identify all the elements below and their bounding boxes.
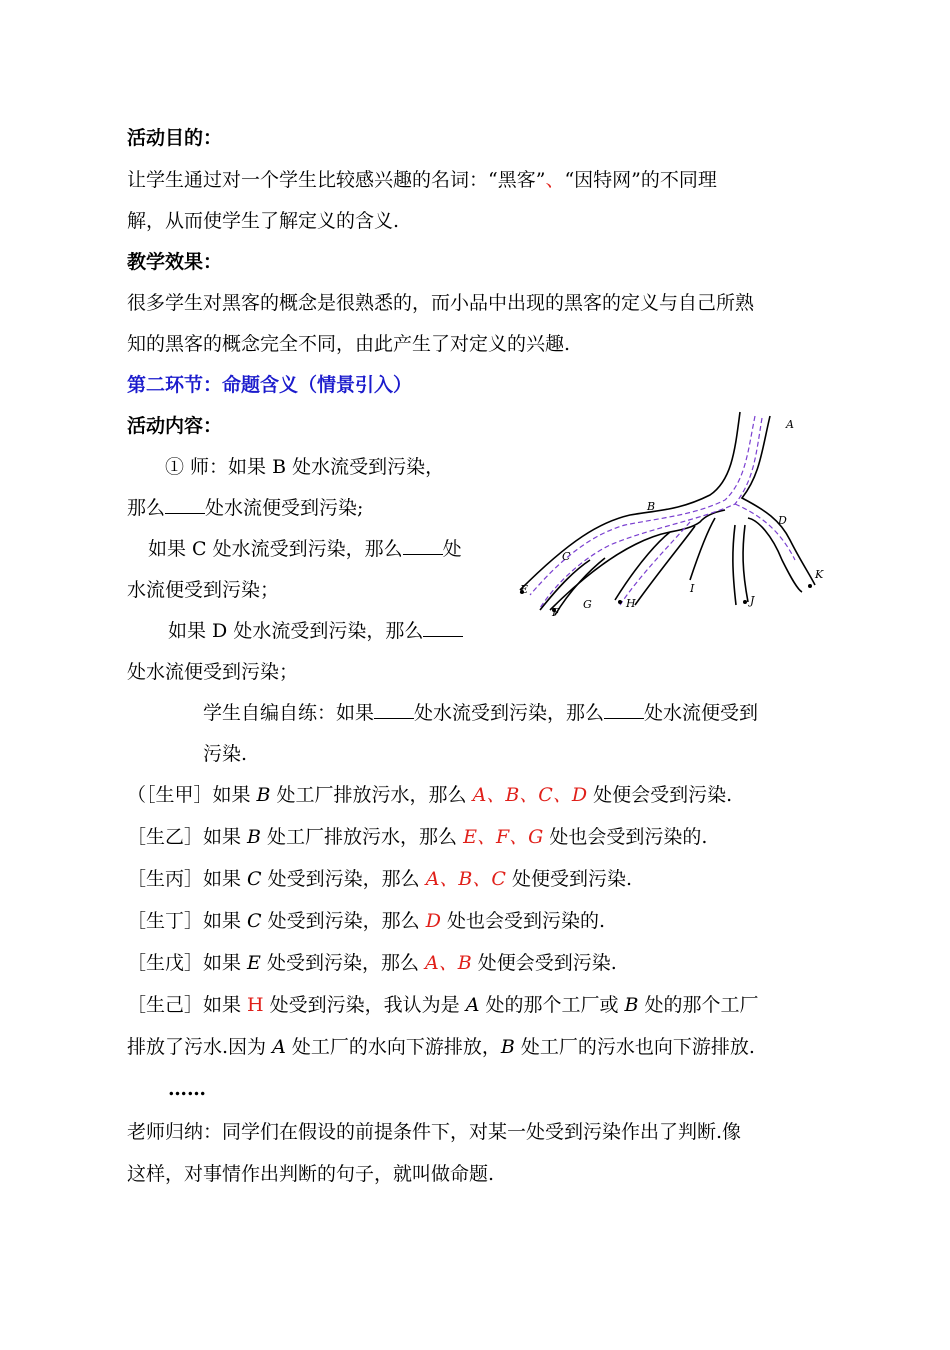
label-f: F: [552, 606, 560, 619]
answer-point: B: [256, 784, 271, 806]
answer-point: C: [247, 868, 262, 890]
q3-pre: 如果 D 处水流受到污染，那么: [168, 620, 424, 642]
answer-suffix: 处便会受到污染.: [471, 952, 617, 974]
diagram-labels: [519, 418, 824, 619]
answer-blank: [374, 700, 414, 719]
answer-highlight: A、B: [425, 952, 472, 974]
question-3-line-1: [168, 617, 463, 645]
q1-post: 处水流便受到污染;: [205, 497, 364, 519]
purpose-text-b: “因特网”的不同理: [564, 169, 717, 191]
answer-point: A: [465, 994, 480, 1016]
answer-point: B: [624, 994, 639, 1016]
answer-text: 处工厂的水向下游排放，: [285, 1036, 501, 1058]
answer-prefix: （［生甲］如果: [127, 784, 257, 806]
self-post: 处水流便受到: [644, 702, 759, 724]
label-e: E: [520, 583, 529, 596]
student-answer: [127, 823, 707, 851]
ellipsis: ……: [168, 1078, 206, 1100]
self-mid: 处水流受到污染，那么: [414, 702, 605, 724]
answer-prefix: ［生乙］如果: [127, 826, 248, 848]
student-answer: [127, 865, 632, 893]
q2-pre: 如果 C 处水流受到污染，那么: [148, 538, 403, 560]
answer-blank: [423, 618, 463, 637]
answer-middle: 处受到污染，那么: [260, 952, 426, 974]
answer-point: A: [272, 1036, 286, 1058]
river-banks: [520, 412, 815, 615]
answer-highlight: D: [425, 910, 441, 932]
label-h: H: [626, 597, 636, 610]
summary-line-1: 老师归纳：同学们在假设的前提条件下，对某一处受到污染作出了判断.像: [127, 1121, 742, 1143]
answer-text: 处受到污染，我认为是: [263, 994, 466, 1016]
purpose-separator: 、: [545, 169, 565, 191]
effect-heading: 教学效果：: [127, 251, 223, 273]
answer-middle: 处工厂排放污水，那么: [261, 826, 464, 848]
label-g: G: [583, 598, 592, 611]
answer-point: B: [500, 1036, 515, 1058]
student-answer: [127, 949, 617, 977]
purpose-text-a: 让学生通过对一个学生比较感兴趣的名词：“黑客”: [127, 169, 546, 191]
self-practice-line-2: 污染.: [203, 743, 248, 765]
answer-prefix: ［生丙］如果: [127, 868, 248, 890]
effect-line-2: 知的黑客的概念完全不同，由此产生了对定义的兴趣.: [127, 333, 571, 355]
section-title: 第二环节：命题含义（情景引入）: [127, 374, 413, 396]
label-i: I: [690, 582, 695, 595]
purpose-heading: 活动目的：: [127, 127, 223, 149]
question-1-line-1: ① 师：如果 B 处水流受到污染，: [165, 456, 445, 478]
answer-blank: [604, 700, 644, 719]
answer-point: C: [247, 910, 262, 932]
answer-text: 排放了污水.因为: [127, 1036, 273, 1058]
answer-suffix: 处便会受到污染.: [587, 784, 733, 806]
answer-suffix: 处便受到污染.: [505, 868, 633, 890]
diagram-points: [520, 584, 812, 612]
answer-middle: 处工厂排放污水，那么: [270, 784, 473, 806]
summary-line-2: 这样，对事情作出判断的句子，就叫做命题.: [127, 1163, 495, 1185]
answer-text: 处的那个工厂: [638, 994, 759, 1016]
student-answer: [127, 781, 732, 809]
answer-highlight: A、B、C: [425, 868, 506, 890]
student-answer: [127, 907, 605, 935]
student-6-line-2: [127, 1033, 755, 1061]
question-1-line-2: [127, 494, 363, 522]
label-d: D: [778, 514, 787, 527]
answer-highlight: E、F、G: [463, 826, 544, 848]
content-heading: 活动内容：: [127, 415, 223, 437]
answer-prefix: ［生己］如果: [127, 994, 248, 1016]
q1-pre: 那么: [127, 497, 166, 519]
label-b: B: [647, 500, 656, 513]
effect-line-1: 很多学生对黑客的概念是很熟悉的，而小品中出现的黑客的定义与自己所熟: [127, 292, 755, 314]
river-diagram: [510, 410, 830, 620]
answer-highlight: A、B、C、D: [472, 784, 588, 806]
label-j: J: [750, 594, 755, 607]
student-6-line-1: [127, 991, 759, 1019]
answer-middle: 处受到污染，那么: [261, 868, 426, 890]
answer-point: E: [247, 952, 261, 974]
answer-suffix: 处也会受到污染的.: [543, 826, 708, 848]
label-a: A: [786, 418, 794, 431]
question-2-line-1: [148, 535, 462, 563]
q2-post: 处: [442, 538, 462, 560]
question-3-line-2: 处水流便受到污染；: [127, 661, 299, 683]
label-k: K: [815, 568, 824, 581]
pollution-flow-lines: [530, 416, 795, 608]
self-pre: 学生自编自练：如果: [203, 702, 375, 724]
self-practice-line-1: [203, 699, 758, 727]
answer-highlight: H: [247, 994, 264, 1016]
answer-text: 处工厂的污水也向下游排放.: [514, 1036, 755, 1058]
answer-point: B: [247, 826, 262, 848]
answer-blank: [403, 536, 443, 555]
answer-prefix: ［生丁］如果: [127, 910, 248, 932]
label-c: C: [562, 550, 571, 563]
question-2-line-2: 水流便受到污染；: [127, 579, 280, 601]
purpose-line-2: 解，从而使学生了解定义的含义.: [127, 210, 400, 232]
answer-suffix: 处也会受到污染的.: [440, 910, 606, 932]
answer-blank: [165, 495, 205, 514]
purpose-line-1: [127, 166, 717, 194]
answer-text: 处的那个工厂或: [479, 994, 625, 1016]
answer-middle: 处受到污染，那么: [261, 910, 426, 932]
answer-prefix: ［生戊］如果: [127, 952, 248, 974]
